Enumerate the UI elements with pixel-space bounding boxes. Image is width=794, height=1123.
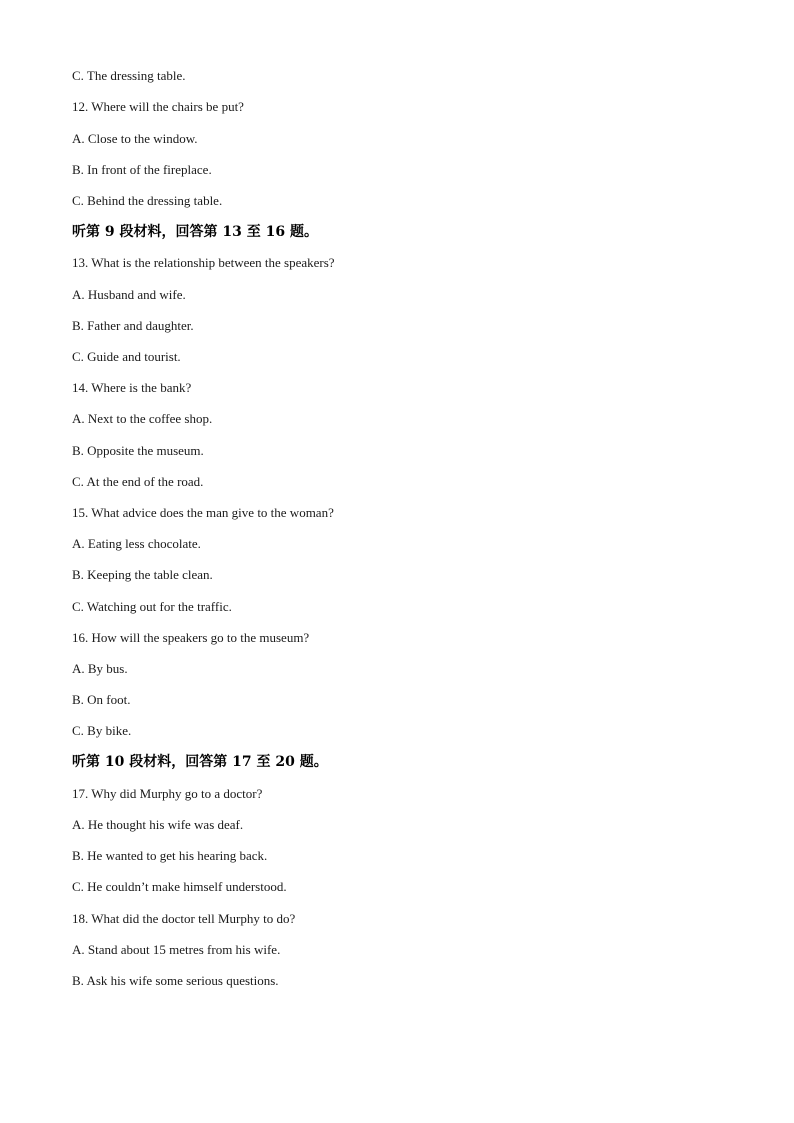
option-16c: C. By bike.	[72, 723, 132, 738]
option-16a: A. By bus.	[72, 661, 128, 676]
question-15: 15. What advice does the man give to the woman?	[72, 505, 334, 520]
option-14a: A. Next to the coffee shop.	[72, 411, 213, 426]
option-15a: A. Eating less chocolate.	[72, 536, 201, 551]
option-14b: B. Opposite the museum.	[72, 443, 204, 458]
section-heading-10: 听第 10 段材料，回答第 17 至 20 题。	[72, 754, 328, 770]
question-17: 17. Why did Murphy go to a doctor?	[72, 786, 263, 801]
option-13b: B. Father and daughter.	[72, 318, 194, 333]
question-14: 14. Where is the bank?	[72, 380, 192, 395]
section-heading-9: 听第 9 段材料，回答第 13 至 16 题。	[72, 224, 318, 240]
question-16: 16. How will the speakers go to the museum?	[72, 630, 310, 645]
option-17a: A. He thought his wife was deaf.	[72, 817, 244, 832]
option-11c: C. The dressing table.	[72, 68, 186, 83]
option-18a: A. Stand about 15 metres from his wife.	[72, 942, 281, 957]
option-15c: C. Watching out for the traffic.	[72, 599, 232, 614]
option-16b: B. On foot.	[72, 692, 131, 707]
question-18: 18. What did the doctor tell Murphy to do?	[72, 911, 296, 926]
option-17b: B. He wanted to get his hearing back.	[72, 848, 268, 863]
option-12b: B. In front of the fireplace.	[72, 162, 212, 177]
question-13: 13. What is the relationship between the speakers?	[72, 255, 335, 270]
option-13a: A. Husband and wife.	[72, 287, 186, 302]
option-17c: C. He couldn’t make himself understood.	[72, 879, 287, 894]
option-18b: B. Ask his wife some serious questions.	[72, 973, 279, 988]
option-15b: B. Keeping the table clean.	[72, 567, 213, 582]
option-12a: A. Close to the window.	[72, 131, 198, 146]
option-12c: C. Behind the dressing table.	[72, 193, 223, 208]
option-13c: C. Guide and tourist.	[72, 349, 181, 364]
question-12: 12. Where will the chairs be put?	[72, 99, 244, 114]
option-14c: C. At the end of the road.	[72, 474, 204, 489]
